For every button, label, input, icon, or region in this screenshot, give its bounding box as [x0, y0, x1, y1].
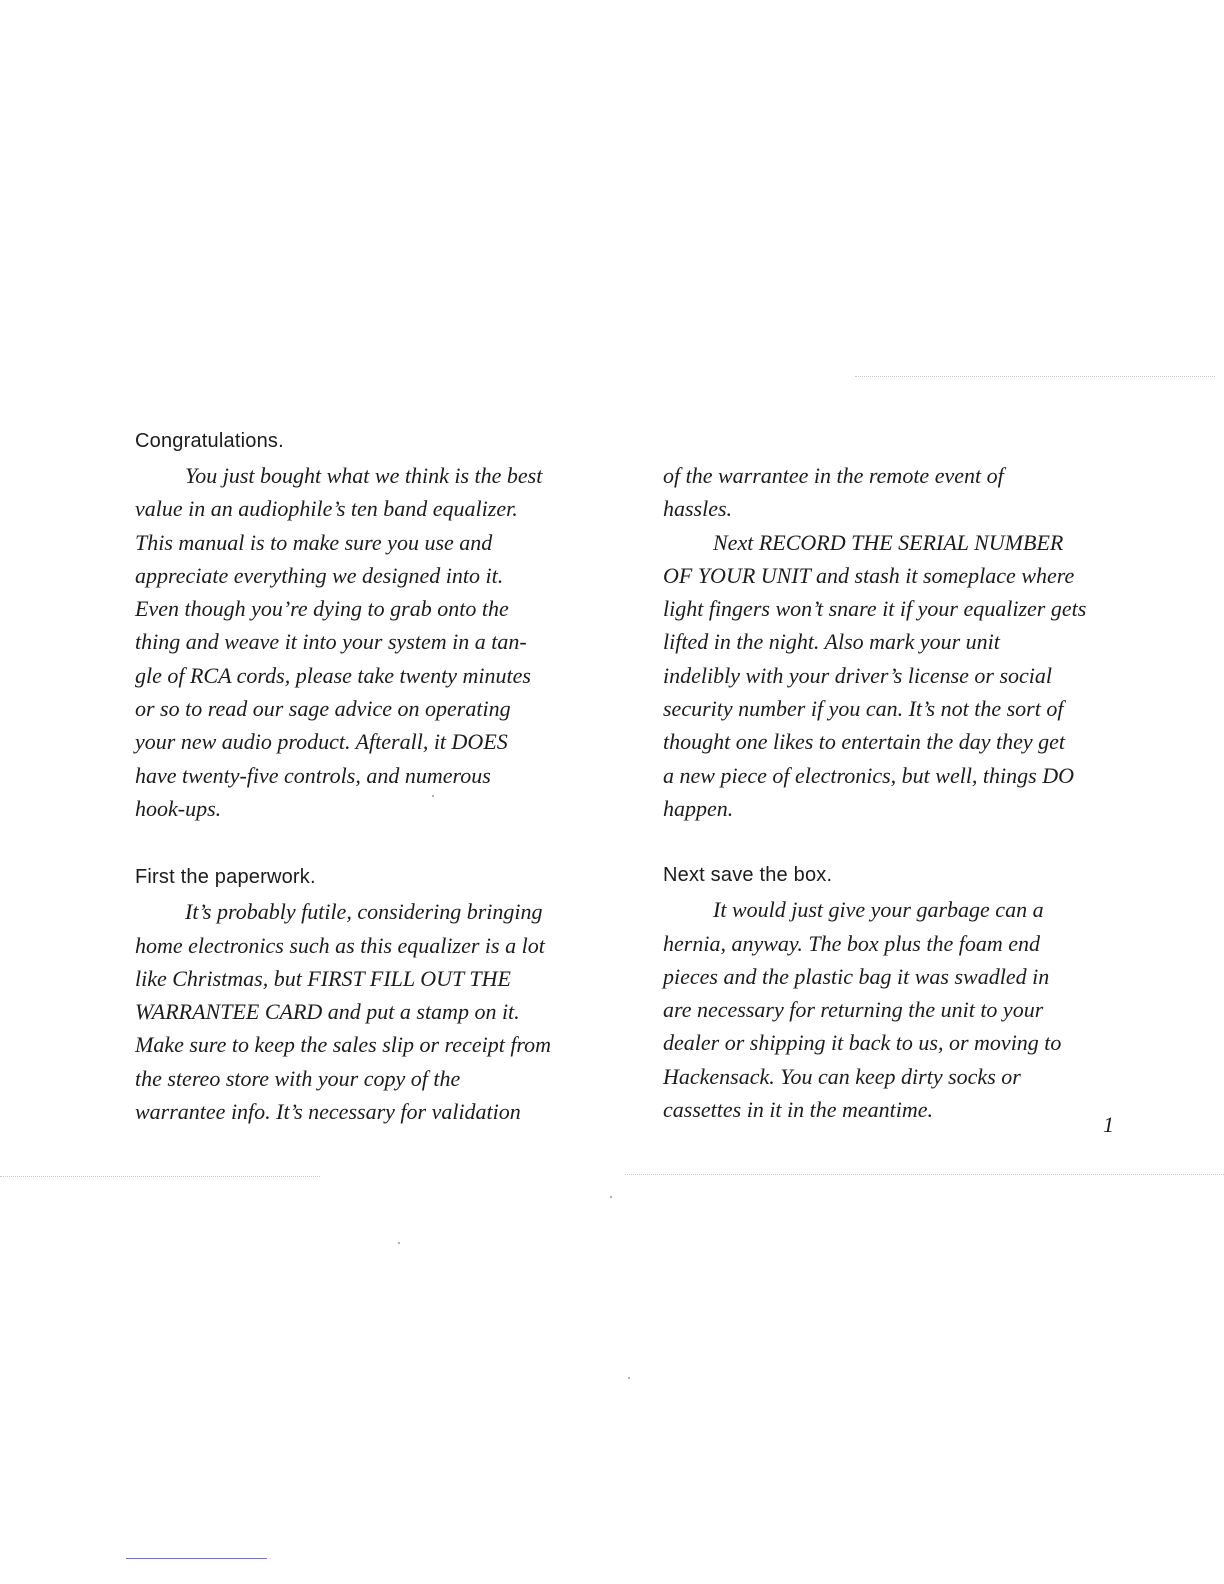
section-paperwork [135, 862, 605, 1128]
text-line: thing and weave it into your system in a tan- [135, 629, 527, 655]
text-line: are necessary for returning the unit to your [663, 997, 1044, 1023]
text-line: hassles. [663, 496, 733, 522]
text-line: the stereo store with your copy of the [135, 1065, 461, 1091]
text-line: gle of RCA cords, please take twenty minutes [135, 662, 531, 688]
heading-next-save-the-box: Next save the box. [663, 864, 833, 887]
text-line: Even though you’re dying to grab onto the [135, 596, 509, 622]
text-line: pieces and the plastic bag it was swadled in [663, 963, 1050, 989]
paragraph-serial-number [663, 526, 1133, 826]
scan-artifact-bottom-right [625, 1174, 1224, 1175]
section-spacer [663, 825, 1133, 860]
text-line: You just bought what we think is the best [185, 463, 543, 488]
text-line: OF YOUR UNIT and stash it someplace where [663, 562, 1075, 588]
section-save-the-box [663, 860, 1133, 1126]
paragraph-paperwork [135, 895, 605, 1128]
scan-speck [610, 1196, 612, 1198]
scan-artifact-top-right [855, 376, 1215, 377]
text-line: WARRANTEE CARD and put a stamp on it. [135, 999, 520, 1025]
paragraph-save-the-box [663, 893, 1133, 1126]
heading-congratulations: Congratulations. [135, 430, 284, 452]
text-line: lifted in the night. Also mark your unit [663, 629, 1000, 655]
text-line: home electronics such as this equalizer is a lot [135, 932, 545, 958]
section-congratulations [135, 426, 605, 825]
scan-artifact-bottom-left [0, 1176, 320, 1177]
scan-speck [398, 1242, 400, 1244]
text-line: your new audio product. Afterall, it DOES [135, 729, 508, 755]
paragraph-congratulations [135, 459, 605, 825]
text-line: thought one likes to entertain the day they get [663, 729, 1066, 755]
text-line: warrantee info. It’s necessary for validation [135, 1099, 521, 1125]
text-line: dealer or shipping it back to us, or moving to [663, 1030, 1062, 1056]
text-line: security number if you can. It’s not the sort of [663, 696, 1064, 722]
left-column [135, 426, 605, 1128]
right-column [663, 459, 1133, 1126]
text-line: value in an audiophile’s ten band equalizer. [135, 496, 518, 522]
text-line: hernia, anyway. The box plus the foam end [663, 930, 1041, 956]
text-line: hook-ups. [135, 795, 222, 821]
text-line: light fingers won’t snare it if your equalizer gets [663, 596, 1087, 622]
scan-artifact-blue-line [126, 1558, 267, 1559]
text-line: cassettes in it in the meantime. [663, 1097, 934, 1123]
text-line: Hackensack. You can keep dirty socks or [663, 1063, 1021, 1089]
text-line: It would just give your garbage can a [713, 897, 1044, 923]
text-line: like Christmas, but FIRST FILL OUT THE [135, 965, 511, 991]
text-line: of the warrantee in the remote event of [663, 463, 1004, 488]
text-line: or so to read our sage advice on operating [135, 696, 511, 722]
text-line: have twenty-five controls, and numerous [135, 762, 491, 788]
text-line: indelibly with your driver’s license or social [663, 662, 1053, 688]
text-line: Next RECORD THE SERIAL NUMBER [713, 529, 1064, 555]
text-line: This manual is to make sure you use and [135, 529, 493, 555]
section-spacer [135, 825, 605, 862]
text-line: appreciate everything we designed into it. [135, 562, 504, 588]
section-serial-number [663, 459, 1133, 825]
scan-speck [628, 1377, 630, 1379]
text-line: happen. [663, 795, 734, 821]
page-number: 1 [1103, 1112, 1114, 1137]
text-line: It’s probably futile, considering bringing [185, 899, 543, 925]
text-line: a new piece of electronics, but well, things DO [663, 762, 1074, 788]
text-line: Make sure to keep the sales slip or receipt from [135, 1032, 552, 1058]
heading-first-the-paperwork: First the paperwork. [135, 866, 316, 889]
paragraph-warrantee-continued [663, 459, 1133, 526]
